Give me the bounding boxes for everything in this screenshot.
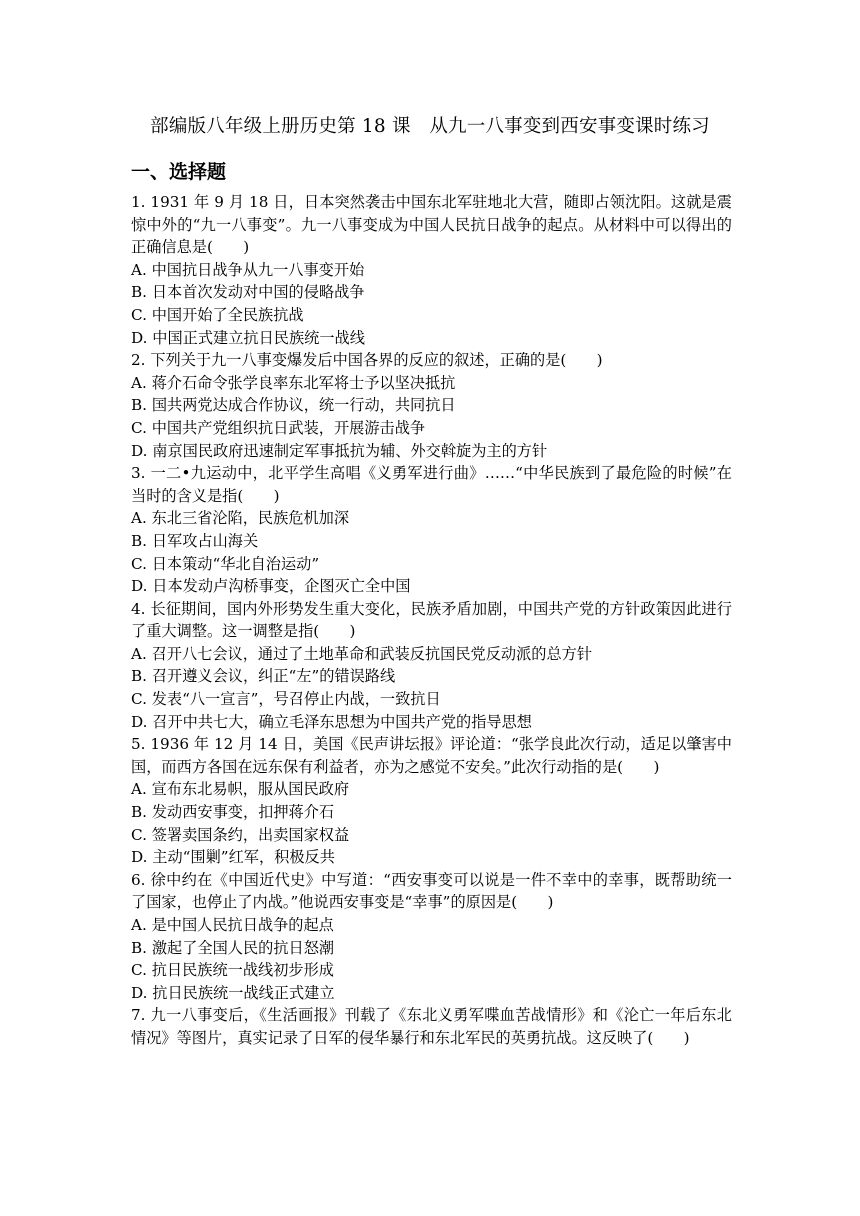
option-b: B. 日军攻占山海关 (131, 531, 259, 550)
option-d: D. 南京国民政府迅速制定军事抵抗为辅、外交斡旋为主的方针 (131, 441, 548, 460)
option-c: C. 日本策动“华北自治运动” (131, 554, 320, 573)
option-b: B. 国共两党达成合作协议，统一行动，共同抗日 (131, 396, 456, 415)
option-c: C. 签署卖国条约，出卖国家权益 (131, 825, 350, 844)
option-d: D. 中国正式建立抗日民族统一战线 (131, 328, 365, 347)
option-d: D. 抗日民族统一战线正式建立 (131, 983, 335, 1002)
option-a: A. 是中国人民抗日战争的起点 (131, 916, 334, 934)
option-a: A. 中国抗日战争从九一八事变开始 (131, 260, 365, 279)
question-list (131, 191, 732, 1050)
question-stem: 1. 1931 年 9 月 18 日，日本突然袭击中国东北军驻地北大营，随即占领沈阳。这就是震惊中外的“九一八事变”。九一八事变成为中国人民抗日战争的起点。从材料中可以得出的正确信息是( ) (131, 193, 732, 257)
option-b: B. 召开遵义会议，纠正“左”的错误路线 (131, 667, 396, 686)
question-1 (131, 191, 732, 349)
question-stem: 5. 1936 年 12 月 14 日，美国《民声讲坛报》评论道：“张学良此次行动，适足以肇害中国，而西方各国在远东保有利益者，亦为之感觉不安矣。”此次行动指的是( ) (131, 735, 732, 776)
option-d: D. 召开中共七大，确立毛泽东思想为中国共产党的指导思想 (131, 712, 532, 731)
question-2 (131, 349, 732, 462)
option-a: A. 蒋介石命令张学良率东北军将士予以坚决抵抗 (131, 373, 456, 392)
option-b: B. 激起了全国人民的抗日怒潮 (131, 938, 335, 957)
option-c: C. 发表“八一宣言”，号召停止内战，一致抗日 (131, 690, 441, 709)
question-stem: 6. 徐中约在《中国近代史》中写道：“西安事变可以说是一件不幸中的幸事，既帮助统一了国家，也停止了内战。”他说西安事变是“幸事”的原因是( ) (131, 870, 732, 912)
option-d: D. 日本发动卢沟桥事变，企图灭亡全中国 (131, 577, 411, 596)
question-stem: 3. 一二•九运动中，北平学生高唱《义勇军进行曲》……“中华民族到了最危险的时候”在当时的含义是指( ) (131, 464, 732, 505)
question-5 (131, 733, 732, 869)
question-stem: 4. 长征期间，国内外形势发生重大变化，民族矛盾加剧，中国共产党的方针政策因此进行了重大调整。这一调整是指( ) (131, 599, 732, 641)
option-c: C. 中国开始了全民族抗战 (131, 305, 304, 324)
option-b: B. 发动西安事变，扣押蒋介石 (131, 803, 335, 822)
question-7 (131, 1004, 732, 1049)
option-c: C. 中国共产党组织抗日武装，开展游击战争 (131, 418, 426, 437)
section-heading: 一、选择题 (131, 161, 227, 183)
document-title: 部编版八年级上册历史第 18 课 从九一八事变到西安事变课时练习 (150, 116, 710, 137)
option-a: A. 宣布东北易帜，服从国民政府 (131, 780, 350, 799)
option-d: D. 主动“围剿”红军，积极反共 (131, 848, 335, 867)
question-4 (131, 598, 732, 734)
question-3 (131, 462, 732, 598)
question-stem: 7. 九一八事变后，《生活画报》刊载了《东北义勇军喋血苦战情形》和《沦亡一年后东北情况》等图片，真实记录了日军的侵华暴行和东北军民的英勇抗战。这反映了( ) (131, 1006, 732, 1047)
question-6 (131, 869, 732, 1005)
option-a: A. 召开八七会议，通过了土地革命和武装反抗国民党反动派的总方针 (131, 644, 593, 663)
question-stem: 2. 下列关于九一八事变爆发后中国各界的反应的叙述，正确的是( ) (131, 351, 603, 370)
option-b: B. 日本首次发动对中国的侵略战争 (131, 283, 365, 302)
option-c: C. 抗日民族统一战线初步形成 (131, 961, 334, 980)
option-a: A. 东北三省沦陷，民族危机加深 (131, 509, 350, 528)
